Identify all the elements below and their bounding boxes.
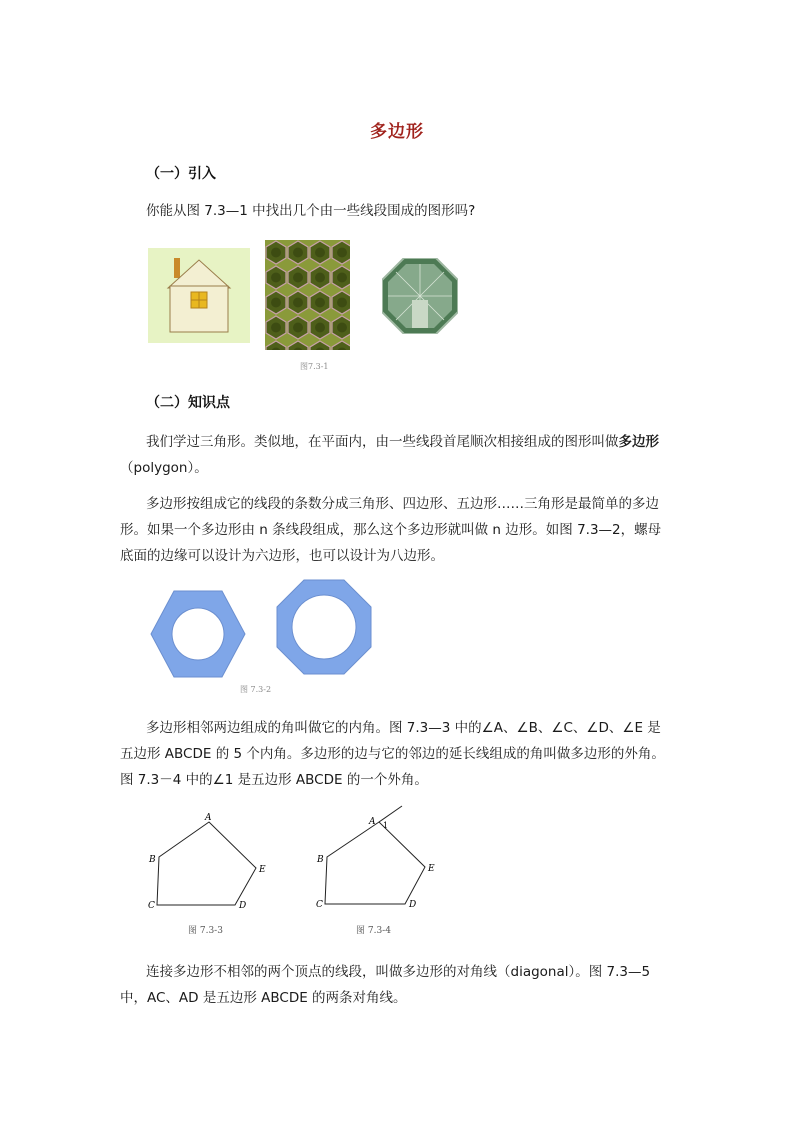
label-a: A: [369, 817, 376, 827]
figure-caption-7-3-2: 图 7.3-2: [240, 685, 272, 694]
paragraph-3-line-3: 图 7.3－4 中的∠1 是五边形 ABCDE 的一个外角。: [120, 772, 428, 788]
paragraph-3-line-1: 多边形相邻两边组成的角叫做它的内角。图 7.3—3 中的∠A、∠B、∠C、∠D、∠E 是: [146, 720, 661, 736]
section-heading-intro: （一）引入: [146, 166, 216, 182]
term-polygon: 多边形: [618, 434, 659, 450]
label-e: E: [428, 864, 435, 874]
octagon-nut: [276, 579, 372, 675]
label-e: E: [259, 865, 266, 875]
label-d: D: [239, 901, 247, 911]
pentagon-figure-7-3-3: [140, 810, 280, 915]
paragraph-3-line-2: 五边形 ABCDE 的 5 个内角。多边形的边与它的邻边的延长线组成的角叫做多边形的外角。: [120, 746, 665, 762]
paragraph-2-line-1: 多边形按组成它的线段的条数分成三角形、四边形、五边形……三角形是最简单的多边: [146, 496, 659, 512]
definition-line-2: （polygon）。: [120, 460, 208, 476]
page-title: 多边形: [370, 122, 424, 142]
label-c: C: [148, 901, 155, 911]
octagon-window-picture: [382, 258, 458, 334]
paragraph-4-line-2: 中，AC、AD 是五边形 ABCDE 的两条对角线。: [120, 990, 407, 1006]
angle-1-label: 1: [383, 821, 389, 830]
label-b: B: [149, 855, 156, 865]
label-b: B: [317, 855, 324, 865]
intro-question: 你能从图 7.3—1 中找出几个由一些线段围成的图形吗?: [146, 203, 476, 219]
paragraph-4-line-1: 连接多边形不相邻的两个顶点的线段，叫做多边形的对角线（diagonal）。图 7.3—5: [146, 964, 651, 980]
figure-caption-7-3-3: 图 7.3-3: [188, 926, 223, 936]
honeycomb-picture: [265, 240, 350, 350]
label-d: D: [409, 900, 417, 910]
figure-caption-7-3-1: 图7.3-1: [300, 362, 329, 371]
definition-line-1: 我们学过三角形。类似地，在平面内，由一些线段首尾顺次相接组成的图形叫做多边形: [146, 434, 659, 450]
section-heading-knowledge: （二）知识点: [146, 395, 230, 411]
label-c: C: [316, 900, 323, 910]
house-picture: [148, 248, 250, 343]
pentagon-figure-7-3-4: [312, 805, 452, 915]
figure-caption-7-3-4: 图 7.3-4: [356, 926, 391, 936]
paragraph-2-line-2: 形。如果一个多边形由 n 条线段组成，那么这个多边形就叫做 n 边形。如图 7.3—2，螺母: [120, 522, 662, 538]
hexagon-nut: [150, 590, 246, 678]
paragraph-2-line-3: 底面的边缘可以设计为六边形，也可以设计为八边形。: [120, 548, 444, 564]
label-a: A: [205, 813, 212, 823]
